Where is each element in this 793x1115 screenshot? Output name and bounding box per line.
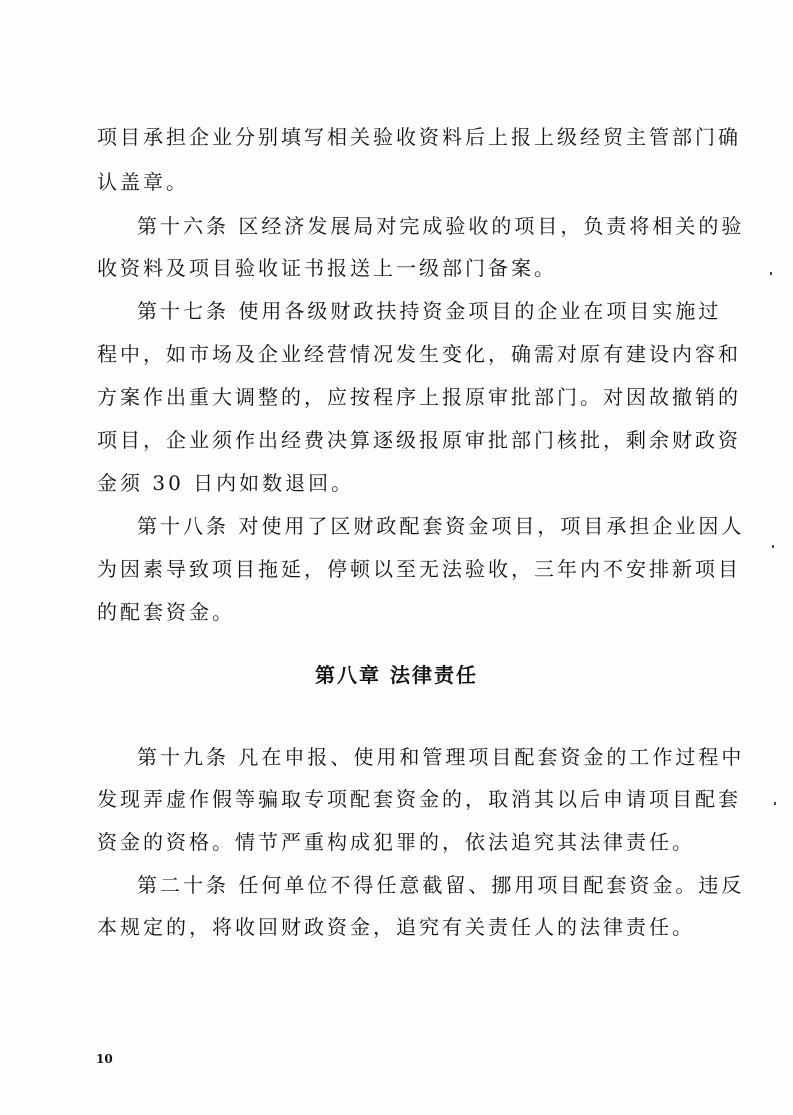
paragraph-line: 资金的资格。情节严重构成犯罪的，依法追究其法律责任。 (97, 830, 695, 854)
page-number: 10 (96, 1052, 113, 1066)
article-17-line: 第十七条 使用各级财政扶持资金项目的企业在项目实施过 (137, 299, 722, 323)
article-16-line: 第十六条 区经济发展局对完成验收的项目，负责将相关的验 (137, 214, 745, 238)
paragraph-line: 本规定的，将收回财政资金，追究有关责任人的法律责任。 (97, 915, 695, 939)
paragraph-line: 为因素导致项目拖延，停顿以至无法验收，三年内不安排新项目 (97, 557, 741, 581)
scan-speck (770, 272, 772, 275)
scan-speck (774, 802, 776, 805)
article-19-line: 第十九条 凡在申报、使用和管理项目配套资金的工作过程中 (137, 745, 745, 769)
paragraph-line: 发现弄虚作假等骗取专项配套资金的，取消其以后申请项目配套 (97, 787, 741, 811)
scan-speck (772, 545, 774, 548)
article-18-line: 第十八条 对使用了区财政配套资金项目，项目承担企业因人 (137, 514, 745, 538)
article-20-line: 第二十条 任何单位不得任意截留、挪用项目配套资金。违反 (137, 873, 745, 897)
paragraph-line: 项目，企业须作出经费决算逐级报原审批部门核批，剩余财政资 (97, 428, 741, 452)
paragraph-line: 程中，如市场及企业经营情况发生变化，确需对原有建设内容和 (97, 342, 741, 366)
paragraph-line: 的配套资金。 (97, 600, 235, 624)
paragraph-line: 认盖章。 (97, 170, 189, 194)
paragraph-line: 金须 30 日内如数退回。 (97, 471, 355, 495)
paragraph-line: 方案作出重大调整的，应按程序上报原审批部门。对因故撤销的 (97, 385, 741, 409)
paragraph-line: 收资料及项目验收证书报送上一级部门备案。 (97, 256, 557, 280)
paragraph-line: 项目承担企业分别填写相关验收资料后上报上级经贸主管部门确 (97, 125, 741, 149)
chapter-title: 第八章 法律责任 (315, 663, 478, 687)
